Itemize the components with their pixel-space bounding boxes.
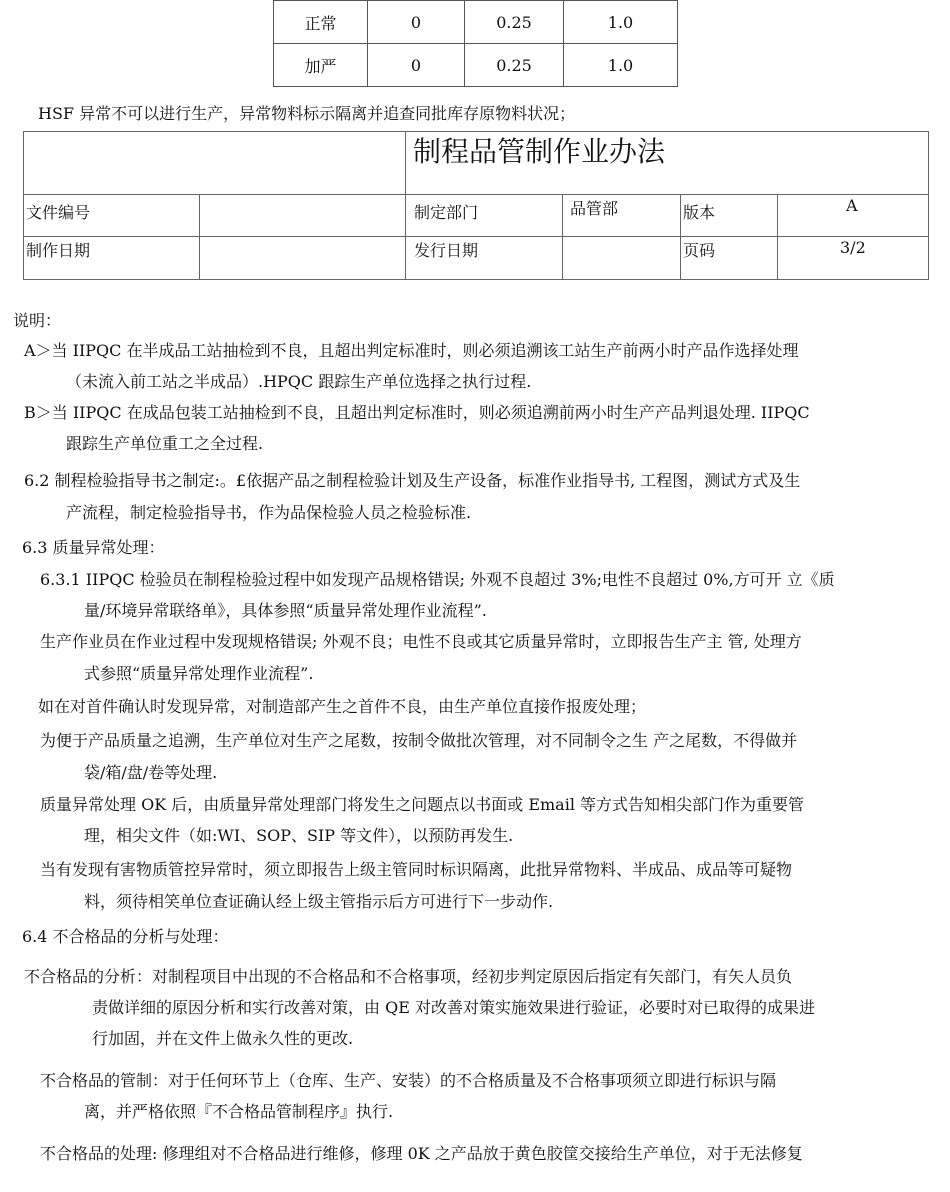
version-value: A <box>846 196 858 215</box>
table-cell: 0 <box>368 44 465 87</box>
page-label: 页码 <box>683 241 716 260</box>
doc-no-label: 文件编号 <box>26 203 91 222</box>
table-cell: 0.25 <box>465 1 564 44</box>
table-row <box>274 1 678 44</box>
table-cell: 0 <box>368 1 465 44</box>
dept-label: 制定部门 <box>414 203 479 222</box>
table-cell: 0.25 <box>465 44 564 87</box>
table-cell: 正常 <box>274 1 368 44</box>
sampling-table <box>273 0 678 87</box>
document-header <box>23 131 929 280</box>
version-label: 版本 <box>683 203 716 222</box>
table-cell: 1.0 <box>564 1 678 44</box>
dept-value: 品管部 <box>570 199 619 218</box>
document-title: 制程品管制作业办法 <box>413 135 666 168</box>
table-cell: 1.0 <box>564 44 678 87</box>
table-row <box>274 44 678 87</box>
page-value: 3/2 <box>840 238 866 257</box>
issue-label: 发行日期 <box>414 241 479 260</box>
table-cell: 加严 <box>274 44 368 87</box>
date-label: 制作日期 <box>26 241 91 260</box>
